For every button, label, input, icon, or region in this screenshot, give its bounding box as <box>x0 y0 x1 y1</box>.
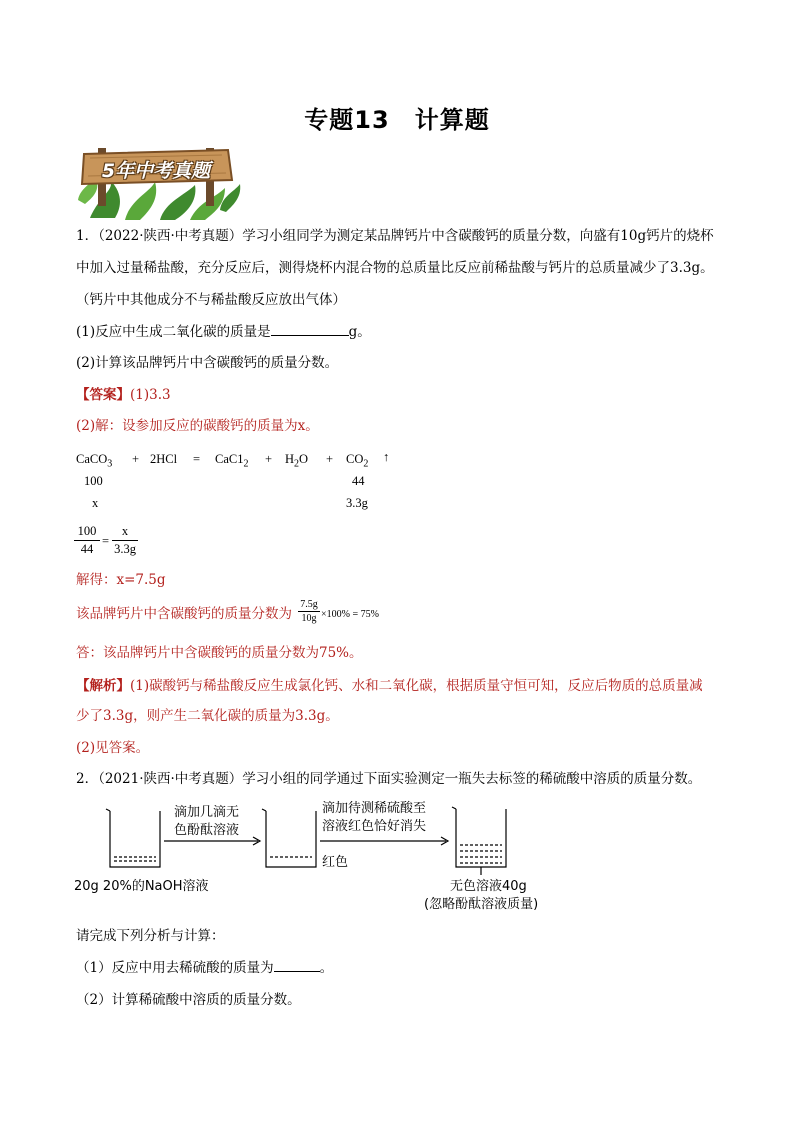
step1-line1: 滴加几滴无 <box>174 805 240 820</box>
fraction-bar <box>112 540 138 541</box>
ratio-equals: = <box>102 534 110 548</box>
h2o-sub: 2 <box>294 458 300 470</box>
caco3-text: CaCO <box>76 452 108 466</box>
percent-fraction <box>298 599 320 624</box>
q1-answer2: (2)解：设参加反应的碳酸钙的质量为x。 <box>76 418 319 434</box>
analysis-tag: 【解析】 <box>76 678 130 694</box>
h2o-o: O <box>299 452 309 466</box>
q1-sub1-suffix: g。 <box>348 324 371 340</box>
beaker3-label-line1: 无色溶液40g <box>450 879 527 894</box>
banner-logo <box>70 140 242 220</box>
q2-sub1 <box>76 958 333 978</box>
q2-sub1-suffix: 。 <box>319 960 334 976</box>
beaker3-label-line2: (忽略酚酞溶液质量) <box>424 897 539 912</box>
beaker1-label: 20g 20%的NaOH溶液 <box>74 879 209 894</box>
experiment-diagram <box>70 795 590 915</box>
fraction-bar <box>74 540 100 541</box>
analysis1-text: (1)碳酸钙与稀盐酸反应生成氯化钙、水和二氧化碳，根据质量守恒可知，反应后物质的总质量减 <box>130 678 703 694</box>
known-co2: 3.3g <box>346 496 368 510</box>
page-title: 专题13 计算题 <box>304 106 490 134</box>
equation-cacl2 <box>215 452 248 470</box>
q1-analysis3: (2)见答案。 <box>76 740 150 756</box>
equation-h2o <box>285 452 308 470</box>
q1-answer1 <box>76 385 171 405</box>
q2-intro: 请完成下列分析与计算： <box>76 928 225 944</box>
q1-sub2: (2)计算该品牌钙片中含碳酸钙的质量分数。 <box>76 355 339 371</box>
fraction-bar <box>298 611 320 612</box>
q1-sub1-blank[interactable] <box>271 323 349 336</box>
cacl-sub: 2 <box>243 458 249 470</box>
beaker2-label: 红色 <box>322 855 349 870</box>
equation-plus3: + <box>326 452 334 466</box>
equation-co2 <box>346 452 368 470</box>
q2-sub2: （2）计算稀硫酸中溶质的质量分数。 <box>76 992 301 1008</box>
q1-sub1 <box>76 322 371 342</box>
ratio-num1: 100 <box>77 524 97 538</box>
q1-fraction-line <box>76 604 292 624</box>
answer1-text: (1)3.3 <box>130 387 171 403</box>
q2-sub1-prefix: （1）反应中用去稀硫酸的质量为 <box>76 960 274 976</box>
equation-equals: = <box>193 452 201 466</box>
percent-den: 10g <box>301 613 317 624</box>
co2-text: CO <box>346 452 364 466</box>
q1-analysis1 <box>76 676 703 696</box>
co2-sub: 2 <box>363 458 369 470</box>
ratio-fraction-right <box>112 524 138 557</box>
mass-co2: 44 <box>352 474 365 488</box>
caco3-sub: 3 <box>107 458 113 470</box>
equation-plus1: + <box>132 452 140 466</box>
q1-analysis2: 少了3.3g，则产生二氧化碳的质量为3.3g。 <box>76 708 339 724</box>
equation-hcl: 2HCl <box>150 452 178 466</box>
h2o-h: H <box>285 452 295 466</box>
gas-arrow-icon: ↑ <box>383 450 390 464</box>
unknown-x: x <box>92 496 99 510</box>
cacl-text: CaC1 <box>215 452 244 466</box>
mass-caco3: 100 <box>84 474 103 488</box>
ratio-fraction-left <box>74 524 100 557</box>
step1-line2: 色酚酞溶液 <box>174 823 240 838</box>
q1-sub1-prefix: (1)反应中生成二氧化碳的质量是 <box>76 324 271 340</box>
equation-caco3 <box>76 452 112 470</box>
q1-stem-line3: （钙片中其他成分不与稀盐酸反应放出气体） <box>76 292 346 308</box>
equation-plus2: + <box>265 452 273 466</box>
q2-sub1-blank[interactable] <box>274 959 320 972</box>
q2-stem: 2．（2021·陕西·中考真题）学习小组的同学通过下面实验测定一瓶失去标签的稀硫酸中溶质的质量分数。 <box>76 771 702 787</box>
answer-tag: 【答案】 <box>76 387 130 403</box>
percent-num: 7.5g <box>300 599 318 610</box>
q1-stem-line2: 中加入过量稀盐酸，充分反应后，测得烧杯内混合物的总质量比反应前稀盐酸与钙片的总质量减少了3.3g。 <box>76 260 714 276</box>
percent-rest: ×100% = 75% <box>321 609 379 620</box>
q1-solve: 解得：x=7.5g <box>76 572 166 588</box>
step2-line1: 滴加待测稀硫酸至 <box>322 801 427 816</box>
q1-conclusion: 答：该品牌钙片中含碳酸钙的质量分数为75%。 <box>76 645 363 661</box>
step2-line2: 溶液红色恰好消失 <box>322 819 427 834</box>
ratio-den1: 44 <box>80 542 94 556</box>
ratio-num2: x <box>121 524 129 538</box>
fraction-prefix: 该品牌钙片中含碳酸钙的质量分数为 <box>76 606 292 622</box>
ratio-den2: 3.3g <box>114 542 136 556</box>
q1-stem-line1: 1．（2022·陕西·中考真题）学习小组同学为测定某品牌钙片中含碳酸钙的质量分数，向盛有10g钙片的烧杯 <box>76 228 714 244</box>
banner-text: 5年中考真题 <box>101 160 211 182</box>
